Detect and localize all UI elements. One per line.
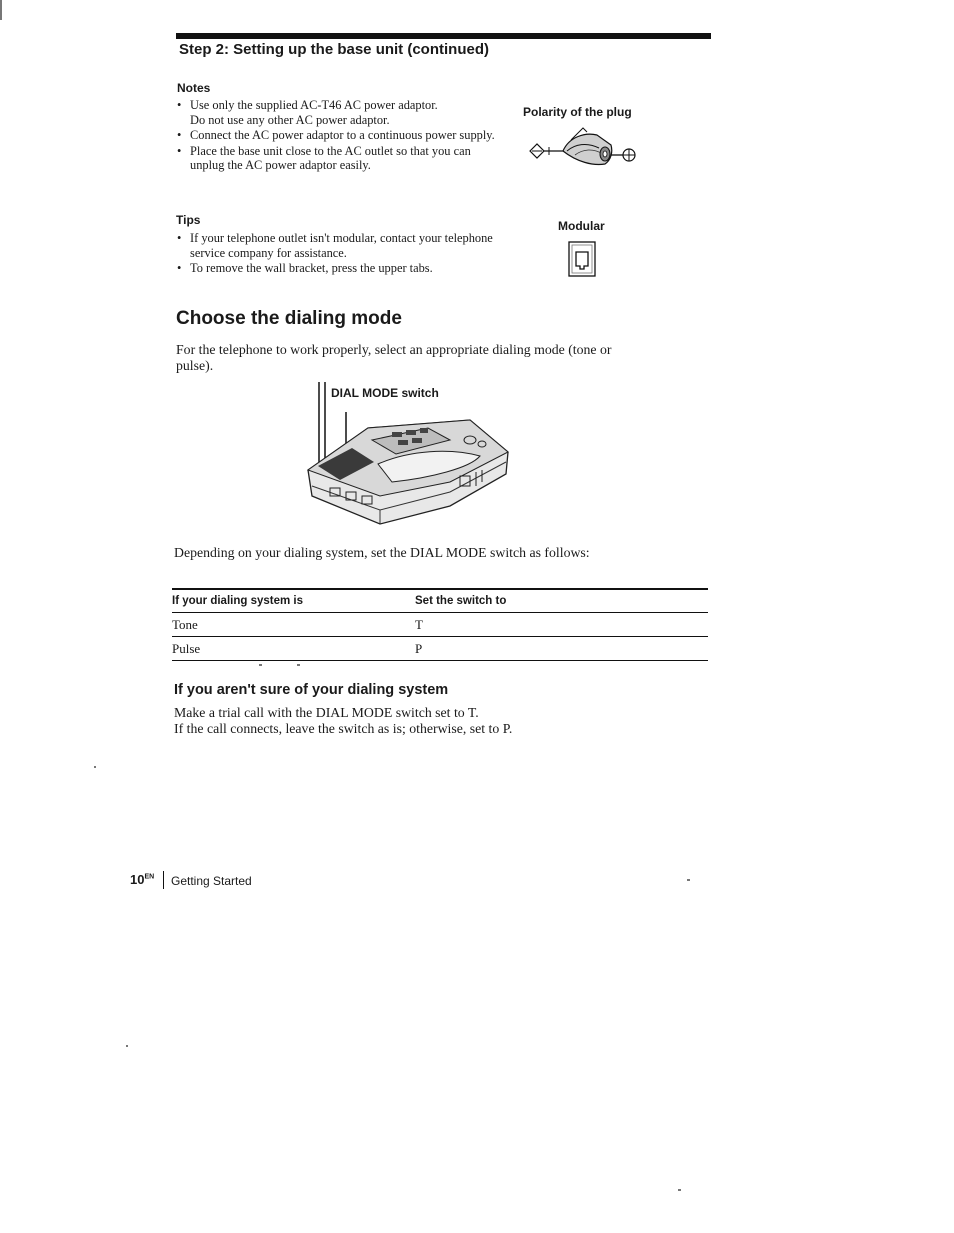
step-heading: Step 2: Setting up the base unit (continued) [179, 41, 489, 58]
dial-switch-label: DIAL MODE switch [331, 386, 439, 400]
tips-list [176, 231, 496, 277]
table-cell: Pulse [172, 640, 201, 656]
unsure-line-1: Make a trial call with the DIAL MODE switch set to T. [174, 705, 479, 720]
modular-jack-icon [566, 239, 598, 279]
scan-speck [126, 1045, 128, 1047]
table-row [172, 613, 708, 637]
modular-label: Modular [558, 219, 605, 233]
dial-instruction: Depending on your dialing system, set the DIAL MODE switch as follows: [174, 545, 590, 560]
scan-speck [687, 879, 690, 881]
scan-speck [94, 766, 96, 768]
section-title: Choose the dialing mode [176, 308, 402, 329]
table-header-cell: If your dialing system is [172, 595, 304, 607]
table-row [172, 637, 708, 661]
tip-item: • If your telephone outlet isn't modular, contact your telephone service company for assistance. [176, 231, 496, 260]
table-cell: Tone [172, 616, 198, 632]
note-item: • Connect the AC power adaptor to a continuous power supply. [176, 128, 496, 143]
plug-polarity-diagram [527, 122, 641, 174]
tips-title: Tips [176, 213, 201, 227]
table-header-row [172, 589, 708, 613]
table-header-cell: Set the switch to [415, 595, 507, 607]
tip-item: • To remove the wall bracket, press the upper tabs. [176, 261, 496, 276]
notes-title: Notes [177, 81, 211, 95]
dial-mode-table [172, 588, 708, 661]
section-intro: For the telephone to work properly, select an appropriate dialing mode (tone or pulse). [176, 342, 612, 373]
note-item: • Use only the supplied AC-T46 AC power adaptor. Do not use any other AC power adaptor. [176, 98, 496, 127]
page-number: 10$^{EN}$ [130, 872, 155, 887]
scan-speck [678, 1189, 681, 1191]
notes-list [176, 98, 496, 174]
scan-speck [259, 664, 262, 666]
header-rule [176, 33, 711, 39]
footer-divider [163, 871, 164, 889]
table-cell: P [415, 640, 423, 656]
scan-mark [0, 0, 2, 20]
table-cell: T [415, 616, 423, 632]
unsure-line-2: If the call connects, leave the switch as is; otherwise, set to P. [174, 721, 513, 736]
base-unit-illustration [300, 378, 515, 526]
note-item: • Place the base unit close to the AC outlet so that you can unplug the AC power adaptor easily. [176, 144, 496, 173]
unsure-heading: If you aren't sure of your dialing system [174, 682, 449, 698]
footer-section-name: Getting Started [171, 874, 252, 888]
polarity-label: Polarity of the plug [523, 105, 632, 119]
scan-speck [297, 664, 300, 666]
